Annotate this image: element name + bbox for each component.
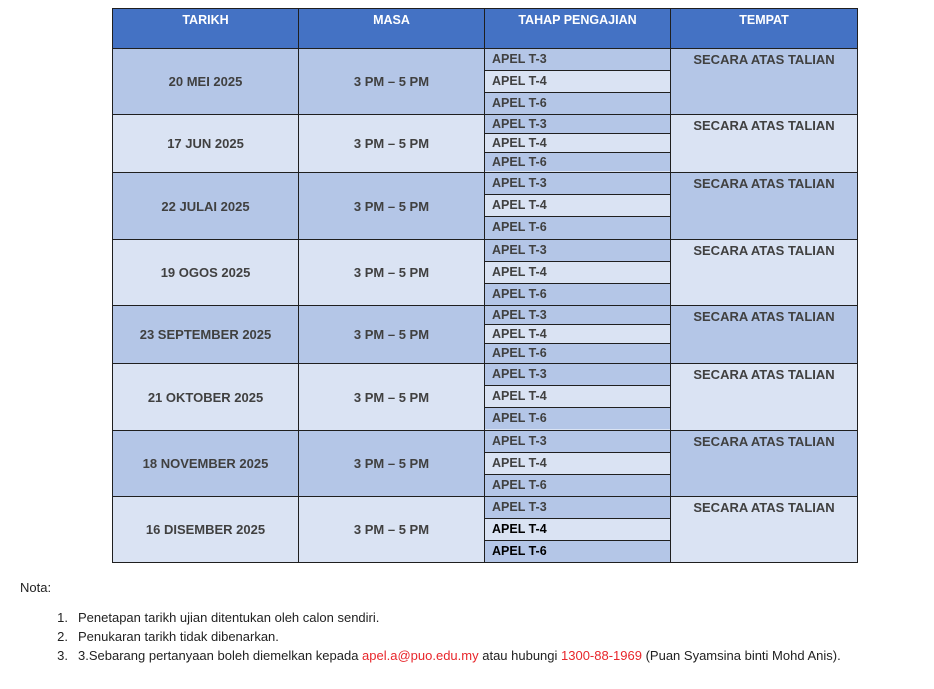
level-item: APEL T-4	[485, 453, 670, 475]
table-row	[113, 49, 858, 115]
level-item: APEL T-3	[485, 497, 670, 519]
level-item: APEL T-3	[485, 306, 670, 325]
table-row	[113, 364, 858, 431]
cell-place: SECARA ATAS TALIAN	[671, 240, 858, 306]
level-item: APEL T-4	[485, 325, 670, 344]
cell-time: 3 PM – 5 PM	[299, 364, 485, 431]
header-tarikh: TARIKH	[113, 9, 299, 49]
cell-place: SECARA ATAS TALIAN	[671, 173, 858, 240]
level-item: APEL T-6	[485, 153, 670, 171]
cell-time: 3 PM – 5 PM	[299, 306, 485, 364]
contact-email-link[interactable]: apel.a@puo.edu.my	[362, 648, 479, 663]
header-masa: MASA	[299, 9, 485, 49]
level-item: APEL T-4	[485, 134, 670, 153]
cell-levels	[485, 240, 671, 306]
cell-date: 23 SEPTEMBER 2025	[113, 306, 299, 364]
cell-levels	[485, 49, 671, 115]
cell-time: 3 PM – 5 PM	[299, 115, 485, 173]
cell-levels	[485, 306, 671, 364]
header-tempat: TEMPAT	[671, 9, 858, 49]
note-item	[20, 646, 841, 665]
cell-time: 3 PM – 5 PM	[299, 49, 485, 115]
schedule-table	[112, 8, 858, 563]
level-item: APEL T-4	[485, 262, 670, 284]
cell-time: 3 PM – 5 PM	[299, 431, 485, 497]
note-number: 2.	[57, 629, 68, 644]
cell-levels	[485, 115, 671, 173]
cell-levels	[485, 173, 671, 240]
level-item: APEL T-6	[485, 217, 670, 238]
cell-place: SECARA ATAS TALIAN	[671, 364, 858, 431]
note-text: Penetapan tarikh ujian ditentukan oleh calon sendiri.	[78, 610, 380, 625]
cell-place: SECARA ATAS TALIAN	[671, 306, 858, 364]
header-tahap: TAHAP PENGAJIAN	[485, 9, 671, 49]
note-text: Penukaran tarikh tidak dibenarkan.	[78, 629, 279, 644]
cell-levels	[485, 431, 671, 497]
cell-date: 20 MEI 2025	[113, 49, 299, 115]
level-item: APEL T-4	[485, 71, 670, 93]
cell-place: SECARA ATAS TALIAN	[671, 115, 858, 173]
cell-date: 16 DISEMBER 2025	[113, 497, 299, 563]
note-text: (Puan Syamsina binti Mohd Anis).	[641, 648, 841, 663]
level-item: APEL T-3	[485, 115, 670, 134]
level-item: APEL T-6	[485, 408, 670, 429]
level-item: APEL T-3	[485, 431, 670, 453]
level-item: APEL T-4	[485, 519, 670, 541]
note-item	[20, 627, 841, 646]
cell-levels	[485, 497, 671, 563]
level-item: APEL T-3	[485, 173, 670, 195]
note-number: 3.	[57, 648, 68, 663]
level-item: APEL T-6	[485, 93, 670, 114]
cell-place: SECARA ATAS TALIAN	[671, 431, 858, 497]
level-item: APEL T-6	[485, 475, 670, 496]
table-row	[113, 115, 858, 173]
level-item: APEL T-4	[485, 386, 670, 408]
level-item: APEL T-6	[485, 541, 670, 562]
notes-list	[20, 608, 841, 665]
table-row	[113, 497, 858, 563]
level-item: APEL T-3	[485, 364, 670, 386]
cell-time: 3 PM – 5 PM	[299, 173, 485, 240]
cell-time: 3 PM – 5 PM	[299, 497, 485, 563]
cell-date: 17 JUN 2025	[113, 115, 299, 173]
cell-place: SECARA ATAS TALIAN	[671, 49, 858, 115]
note-item	[20, 608, 841, 627]
cell-date: 18 NOVEMBER 2025	[113, 431, 299, 497]
level-item: APEL T-4	[485, 195, 670, 217]
table-row	[113, 306, 858, 364]
note-text: 3.Sebarang pertanyaan boleh diemelkan kepada	[78, 648, 363, 663]
cell-date: 22 JULAI 2025	[113, 173, 299, 240]
table-header-row	[113, 9, 858, 49]
level-item: APEL T-3	[485, 240, 670, 262]
table-row	[113, 173, 858, 240]
cell-date: 19 OGOS 2025	[113, 240, 299, 306]
contact-phone: 1300-88-1969	[561, 648, 642, 663]
cell-place: SECARA ATAS TALIAN	[671, 497, 858, 563]
cell-time: 3 PM – 5 PM	[299, 240, 485, 306]
level-item: APEL T-6	[485, 344, 670, 362]
note-number: 1.	[57, 610, 68, 625]
table-row	[113, 431, 858, 497]
cell-date: 21 OKTOBER 2025	[113, 364, 299, 431]
level-item: APEL T-3	[485, 49, 670, 71]
notes-title: Nota:	[20, 580, 52, 595]
note-text: atau hubungi	[478, 648, 562, 663]
level-item: APEL T-6	[485, 284, 670, 305]
cell-levels	[485, 364, 671, 431]
table-row	[113, 240, 858, 306]
